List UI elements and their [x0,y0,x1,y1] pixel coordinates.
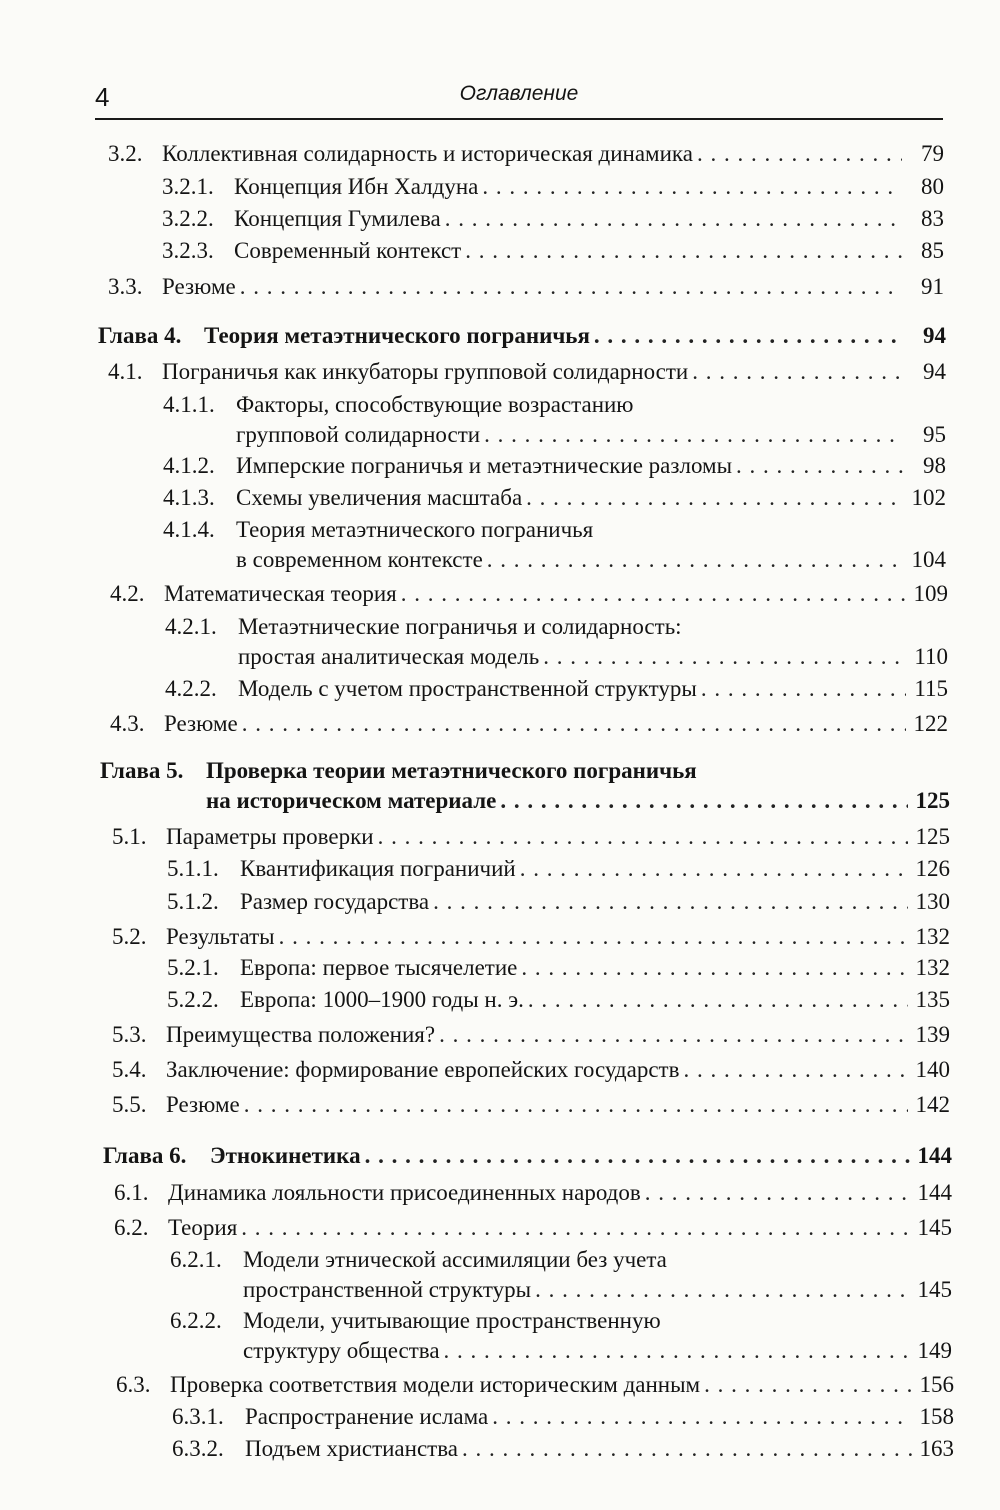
toc-title: Пограничья как инкубаторы групповой солидарности [162,359,689,384]
toc-page: 102 [911,485,946,510]
toc-title-continuation: структуру общества [243,1338,440,1363]
toc-title: Теория [168,1215,238,1240]
toc-number: 6.3.1. [172,1404,224,1429]
dot-leader [279,923,908,951]
dot-leader [704,1371,912,1399]
toc-title-continuation: пространственной структуры [243,1277,532,1302]
toc-title: Европа: первое тысячелетие [240,955,518,980]
toc-title-continuation: в современном контексте [236,547,483,572]
toc-page: 110 [914,644,948,669]
toc-title: Модели, учитывающие пространственную [243,1308,661,1333]
toc-page: 135 [915,987,950,1012]
dot-leader [645,1179,910,1207]
dot-leader [683,1056,908,1084]
toc-title: Модель с учетом пространственной структуры [238,676,697,701]
toc-number: 3.2.2. [162,206,214,231]
toc-page: 115 [914,676,948,701]
dot-leader [492,1403,912,1431]
toc-page: 95 [923,422,946,447]
toc-page: 139 [915,1022,950,1047]
toc-number: 4.3. [110,711,145,736]
dot-leader [439,1021,908,1049]
dot-leader [594,322,904,350]
toc-number: 6.2.1. [170,1247,222,1272]
toc-number: 4.2.1. [165,614,217,639]
toc-title: Преимущества положения? [166,1022,436,1047]
toc-number: 6.2. [114,1215,149,1240]
toc-number: 4.2. [110,581,145,606]
toc-number: 3.2.3. [162,238,214,263]
toc-title: Квантификация пограничий [240,856,516,881]
toc-title: Имперские пограничья и метаэтнические разломы [236,453,733,478]
toc-number: 4.1.3. [163,485,215,510]
dot-leader [433,888,908,916]
toc-chapter-number: Глава 5. [100,758,184,783]
toc-number: 6.2.2. [170,1308,222,1333]
dot-leader [543,643,906,671]
toc-chapter-title: Этнокинетика [210,1143,361,1168]
toc-number: 5.5. [112,1092,147,1117]
toc-page: 132 [915,955,950,980]
toc-page: 125 [915,824,950,849]
toc-page: 163 [919,1436,954,1461]
toc-number: 4.1.1. [163,392,215,417]
toc-title: Факторы, способствующие возрастанию [236,392,634,417]
toc-title: Модели этнической ассимиляции без учета [243,1247,667,1272]
toc-page: 126 [915,856,950,881]
dot-leader [701,675,906,703]
toc-chapter-title: Теория метаэтнического пограничья [204,323,590,348]
toc-page: 158 [919,1404,954,1429]
toc-page: 130 [915,889,950,914]
dot-leader [736,452,904,480]
toc-title: Метаэтнические пограничья и солидарность: [238,614,682,639]
toc-page: 80 [921,174,944,199]
toc-number: 6.1. [114,1180,149,1205]
toc-title: Европа: 1000–1900 годы н. э. [240,987,524,1012]
toc-title: Резюме [162,274,236,299]
toc-page: 142 [915,1092,950,1117]
dot-leader [401,580,906,608]
toc-number: 3.2.1. [162,174,214,199]
toc-number: 4.1.4. [163,517,215,542]
dot-leader [520,855,908,883]
toc-title-continuation: простая аналитическая модель [238,644,540,669]
dot-leader [500,787,908,815]
dot-leader [444,1337,910,1365]
toc-number: 5.4. [112,1057,147,1082]
toc-title: Динамика лояльности присоединенных народов [168,1180,641,1205]
dot-leader [692,358,904,386]
toc-number: 6.3. [116,1372,151,1397]
toc-title: Размер государства [240,889,430,914]
toc-title: Заключение: формирование европейских государств [166,1057,680,1082]
toc-title: Результаты [166,924,275,949]
dot-leader [482,173,902,201]
toc-page: 79 [921,141,944,166]
toc-title: Теория метаэтнического пограничья [236,517,594,542]
dot-leader [521,954,908,982]
dot-leader [487,546,904,574]
toc-title: Математическая теория [164,581,397,606]
dot-leader [445,205,902,233]
dot-leader [365,1142,910,1170]
toc-title: Схемы увеличения масштаба [236,485,523,510]
toc-page: 122 [913,711,948,736]
dot-leader [241,1214,910,1242]
toc-number: 5.1. [112,824,147,849]
toc-number: 3.3. [108,274,143,299]
page-number: 4 [95,82,110,112]
toc-title: Параметры проверки [166,824,374,849]
toc-page: 132 [915,924,950,949]
toc-page: 140 [915,1057,950,1082]
toc-page: 144 [917,1180,952,1205]
toc-page: 85 [921,238,944,263]
toc-title: Коллективная солидарность и историческая динамика [162,141,693,166]
toc-page: 104 [911,547,946,572]
toc-title: Подъем христианства [245,1436,458,1461]
toc-page: 91 [921,274,944,299]
toc-number: 4.2.2. [165,676,217,701]
toc-number: 5.3. [112,1022,147,1047]
toc-page: 144 [917,1143,952,1168]
toc-page: 125 [915,788,950,813]
dot-leader [528,986,908,1014]
toc-page: 156 [919,1372,954,1397]
dot-leader [465,237,902,265]
dot-leader [378,823,908,851]
toc-number: 4.1.2. [163,453,215,478]
toc-title: Концепция Ибн Халдуна [234,174,479,199]
toc-title: Проверка соответствия модели историческим данным [170,1372,701,1397]
dot-leader [484,421,904,449]
toc-number: 5.2.2. [167,987,219,1012]
toc-number: 5.1.1. [167,856,219,881]
toc-title-continuation: групповой солидарности [236,422,481,447]
dot-leader [242,710,906,738]
dot-leader [526,484,904,512]
toc-number: 5.2.1. [167,955,219,980]
toc-number: 5.2. [112,924,147,949]
toc-page: 149 [917,1338,952,1363]
toc-title: Концепция Гумилева [234,206,441,231]
toc-number: 6.3.2. [172,1436,224,1461]
toc-page: 94 [923,323,946,348]
dot-leader [244,1091,908,1119]
dot-leader [535,1276,910,1304]
toc-title: Современный контекст [234,238,462,263]
dot-leader [240,273,902,301]
toc-chapter-number: Глава 6. [103,1143,187,1168]
toc-number: 5.1.2. [167,889,219,914]
toc-chapter-title: Проверка теории метаэтнического пограничья [206,758,697,783]
toc-page: 145 [917,1277,952,1302]
toc-title: Резюме [164,711,238,736]
toc-chapter-number: Глава 4. [98,323,182,348]
toc-page: 83 [921,206,944,231]
dot-leader [462,1435,912,1463]
toc-number: 3.2. [108,141,143,166]
dot-leader [697,140,902,168]
toc-number: 4.1. [108,359,143,384]
toc-title: Резюме [166,1092,240,1117]
toc-page: 109 [913,581,948,606]
toc-title: Распространение ислама [245,1404,489,1429]
toc-page: 94 [923,359,946,384]
running-title: Оглавление [459,82,579,105]
toc-page: 145 [917,1215,952,1240]
toc-chapter-title-continuation: на историческом материале [206,788,497,813]
toc-page: 98 [923,453,946,478]
